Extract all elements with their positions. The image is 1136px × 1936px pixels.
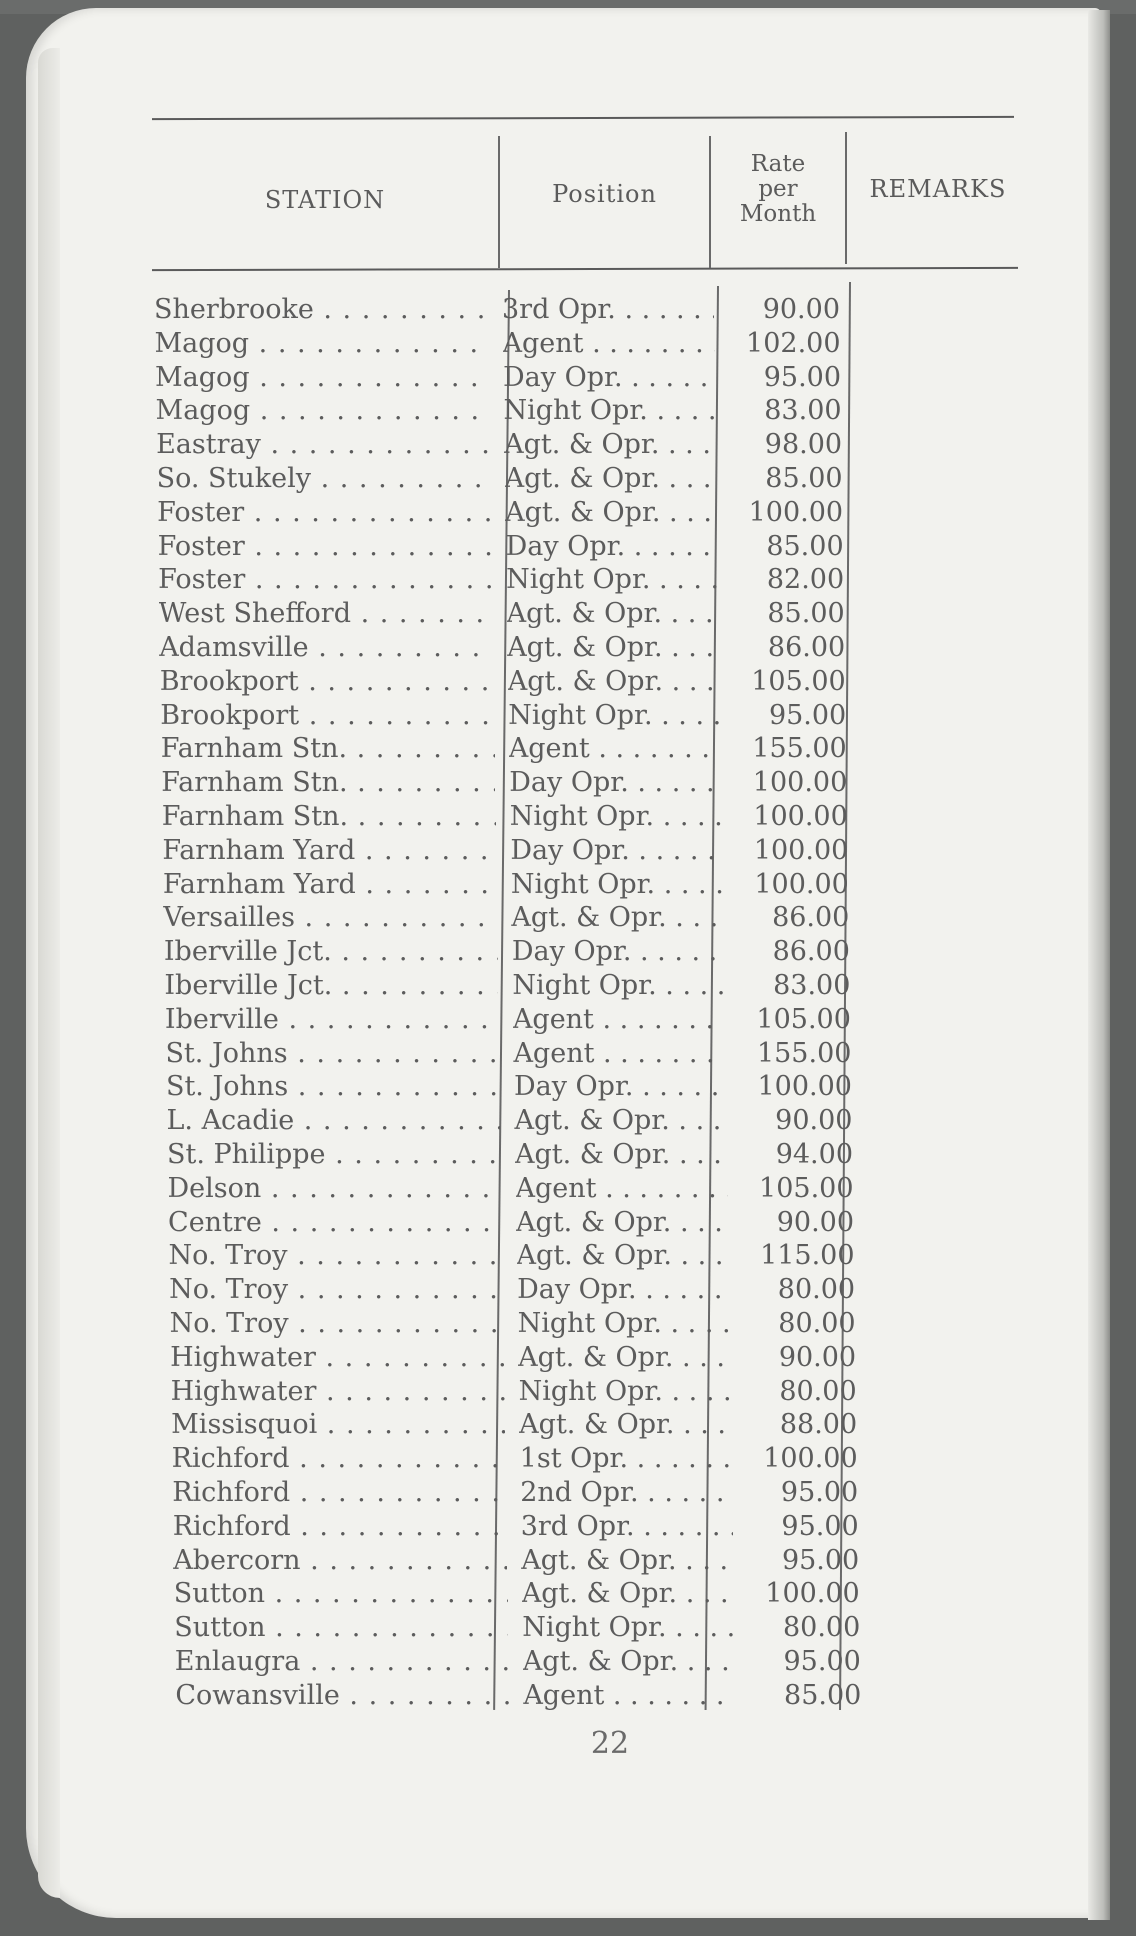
position-cell: Agt. & Opr. . . .: [511, 902, 723, 933]
station-cell: Adamsville . . .: [159, 632, 493, 663]
station-cell: St. Johns . . .: [165, 1038, 499, 1069]
rate-cell: 100.00: [754, 868, 849, 900]
position-cell: Agent . . .: [523, 1680, 735, 1711]
rate-cell: 86.00: [772, 902, 850, 934]
position-cell: Agt. & Opr. . . .: [516, 1207, 728, 1238]
position-cell: Agent . . .: [513, 1038, 725, 1069]
station-cell: Farnham Yard . . .: [163, 869, 497, 900]
rate-cell: 82.00: [766, 564, 845, 596]
rate-cell: 90.00: [762, 294, 840, 325]
position-cell: Night Opr. . . .: [519, 1376, 731, 1407]
position-cell: Agt. & Opr. . . .: [507, 632, 719, 663]
position-cell: Agt. & Opr. . . .: [519, 1409, 731, 1440]
rate-cell: 90.00: [776, 1206, 855, 1238]
station-cell: L. Acadie . . .: [166, 1105, 500, 1136]
rate-cell: 98.00: [764, 429, 843, 461]
header-remarks: REMARKS: [869, 175, 1007, 203]
rate-cell: 100.00: [748, 496, 844, 528]
position-cell: Night Opr. . . .: [510, 801, 722, 832]
station-cell: Iberville . . .: [165, 1004, 499, 1035]
station-cell: So. Stukely . . .: [157, 463, 491, 494]
station-cell: Versailles . . .: [163, 902, 497, 933]
station-cell: Highwater . . .: [171, 1376, 505, 1407]
rate-cell: 95.00: [781, 1544, 860, 1576]
station-cell: Farnham Stn. . . .: [161, 733, 495, 764]
position-cell: Day Opr. . . .: [517, 1274, 729, 1305]
station-cell: Richford . . .: [172, 1443, 506, 1474]
position-cell: Agt. & Opr. . . .: [517, 1240, 729, 1271]
header-rate-line1: Rate: [750, 151, 806, 177]
rate-cell: 86.00: [767, 632, 846, 663]
page-gutter-right: [1088, 10, 1110, 1920]
position-cell: Day Opr. . . .: [514, 1071, 726, 1102]
position-cell: Night Opr. . . .: [518, 1308, 730, 1339]
station-cell: Foster . . .: [158, 531, 492, 562]
position-cell: Day Opr. . . .: [509, 767, 721, 798]
position-cell: Agt. & Opr. . . .: [523, 1646, 735, 1677]
position-cell: Day Opr. . . .: [506, 531, 718, 562]
rate-cell: 100.00: [765, 1578, 860, 1610]
position-cell: Agent . . .: [503, 328, 715, 359]
header-position: Position: [552, 180, 657, 208]
position-cell: Agt. & Opr. . . .: [518, 1342, 730, 1373]
rate-cell: 100.00: [763, 1443, 858, 1475]
rate-cell: 100.00: [753, 801, 848, 832]
station-cell: Eastray . . .: [156, 429, 490, 460]
rate-cell: 85.00: [766, 530, 844, 562]
station-cell: Sutton . . .: [174, 1612, 508, 1643]
header-rate-line2: per: [758, 176, 798, 202]
station-cell: Richford . . .: [173, 1511, 507, 1542]
header-station: STATION: [264, 186, 386, 214]
rate-cell: 105.00: [751, 665, 846, 697]
position-cell: Agt. & Opr. . . .: [515, 1139, 727, 1170]
rate-cell: 155.00: [756, 1037, 852, 1069]
rate-cell: 95.00: [780, 1477, 859, 1508]
rate-cell: 83.00: [773, 970, 851, 1001]
station-cell: Enlaugra . . .: [175, 1646, 509, 1677]
position-cell: Agt. & Opr. . . .: [522, 1578, 734, 1609]
rate-cell: 95.00: [781, 1510, 859, 1542]
station-cell: Farnham Stn. . . .: [162, 801, 496, 832]
station-cell: No. Troy . . .: [169, 1240, 503, 1271]
rate-cell: 100.00: [757, 1071, 852, 1103]
station-cell: Farnham Yard . . .: [162, 835, 496, 866]
position-cell: Agent . . .: [516, 1173, 728, 1204]
rate-cell: 85.00: [784, 1679, 862, 1711]
rate-cell: 85.00: [765, 463, 843, 494]
station-cell: Farnham Stn. . . .: [161, 767, 495, 798]
position-cell: 3rd Opr. . . .: [502, 294, 714, 325]
station-cell: Abercorn . . .: [173, 1545, 507, 1576]
position-cell: Agt. & Opr. . . .: [504, 429, 716, 460]
column-divider-rate-remarks: [845, 132, 847, 264]
station-cell: Sutton . . .: [174, 1578, 508, 1609]
station-cell: Foster . . .: [157, 497, 491, 528]
station-cell: Richford . . .: [172, 1477, 506, 1508]
header-rate-per-month: [711, 152, 845, 227]
page-number: 22: [590, 1726, 630, 1761]
station-cell: Magog . . .: [156, 395, 490, 426]
rate-cell: 83.00: [764, 395, 842, 427]
rate-cell: 95.00: [768, 699, 847, 731]
rate-cell: 85.00: [767, 598, 845, 630]
station-cell: West Shefford . . .: [159, 598, 493, 629]
position-cell: Night Opr. . . .: [508, 700, 720, 731]
header-rate-line3: Month: [739, 201, 817, 227]
rate-cell: 105.00: [759, 1172, 854, 1204]
rate-cell: 115.00: [760, 1240, 855, 1272]
position-cell: Night Opr. . . .: [522, 1612, 734, 1643]
rate-cell: 105.00: [756, 1003, 851, 1035]
station-cell: Sherbrooke . . .: [154, 294, 488, 325]
station-cell: Missisquoi . . .: [171, 1409, 505, 1440]
position-cell: Agt. & Opr. . . .: [505, 463, 717, 494]
rate-cell: 155.00: [752, 733, 847, 765]
position-cell: Agent . . .: [509, 733, 721, 764]
position-cell: Night Opr. . . .: [511, 869, 723, 900]
station-cell: Iberville Jct. . . .: [164, 936, 498, 967]
station-cell: St. Johns . . .: [166, 1071, 500, 1102]
station-cell: Foster . . .: [158, 564, 492, 595]
station-cell: St. Philippe . . .: [167, 1139, 501, 1170]
position-cell: Night Opr. . . .: [506, 564, 718, 595]
position-cell: Night Opr. . . .: [512, 970, 724, 1001]
rate-cell: 80.00: [777, 1274, 856, 1306]
position-cell: Agt. & Opr. . . .: [521, 1545, 733, 1576]
position-cell: 2nd Opr. . . .: [520, 1477, 732, 1508]
rate-cell: 80.00: [782, 1612, 861, 1644]
station-cell: Brookport . . .: [160, 666, 494, 697]
station-cell: Highwater . . .: [170, 1342, 504, 1373]
rate-cell: 90.00: [775, 1105, 853, 1137]
rate-cell: 102.00: [746, 327, 841, 359]
position-cell: 1st Opr. . . .: [520, 1443, 732, 1474]
station-cell: Iberville Jct. . . .: [164, 970, 498, 1001]
station-cell: Magog . . .: [155, 328, 489, 359]
station-cell: Cowansville . . .: [175, 1680, 509, 1711]
station-cell: Centre . . .: [168, 1207, 502, 1238]
rate-cell: 80.00: [779, 1375, 857, 1407]
page-curl-left: [38, 48, 60, 1898]
rate-cell: 90.00: [778, 1341, 857, 1373]
position-cell: 3rd Opr. . . .: [521, 1511, 733, 1542]
position-cell: Agent . . .: [513, 1004, 725, 1035]
rate-cell: 94.00: [775, 1139, 853, 1170]
position-cell: Night Opr. . . .: [504, 395, 716, 426]
rate-cell: 100.00: [752, 767, 848, 799]
rate-cell: 80.00: [778, 1308, 856, 1339]
rate-cell: 95.00: [763, 361, 842, 393]
station-cell: No. Troy . . .: [169, 1274, 503, 1305]
position-cell: Agt. & Opr. . . .: [505, 497, 717, 528]
position-cell: Agt. & Opr. . . .: [508, 666, 720, 697]
station-cell: Brookport . . .: [160, 700, 494, 731]
station-cell: Magog . . .: [155, 362, 489, 393]
rate-cell: 95.00: [783, 1646, 861, 1677]
position-cell: Day Opr. . . .: [503, 362, 715, 393]
position-cell: Agt. & Opr. . . .: [514, 1105, 726, 1136]
rate-cell: 100.00: [753, 834, 849, 866]
station-cell: Delson . . .: [168, 1173, 502, 1204]
station-cell: No. Troy . . .: [170, 1308, 504, 1339]
rate-cell: 88.00: [779, 1409, 858, 1441]
rate-cell: 86.00: [772, 936, 850, 968]
position-cell: Day Opr. . . .: [510, 835, 722, 866]
position-cell: Agt. & Opr. . . .: [507, 598, 719, 629]
position-cell: Day Opr. . . .: [512, 936, 724, 967]
